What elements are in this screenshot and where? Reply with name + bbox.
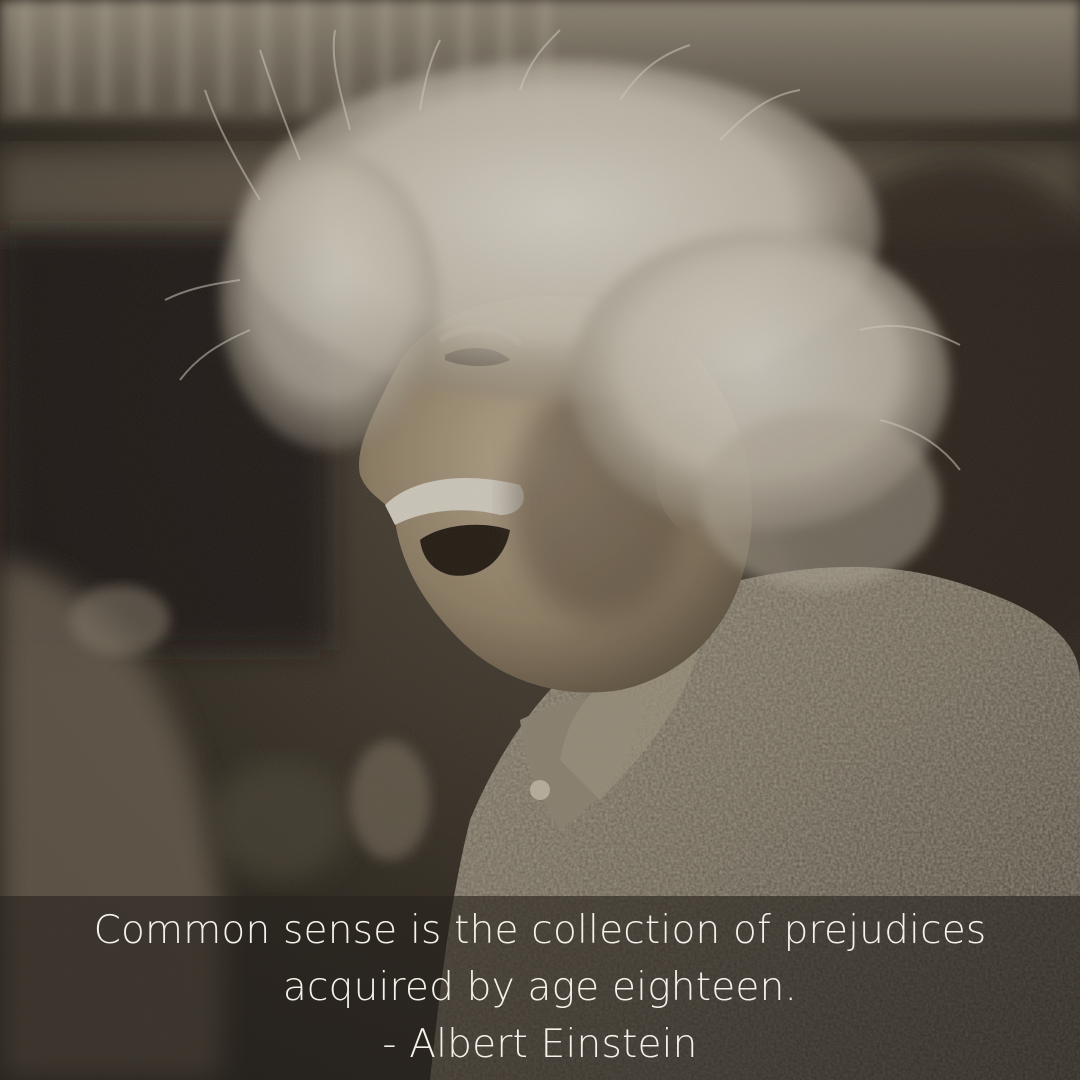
quote-caption [0,902,1080,1073]
quote-line-2: acquired by age eighteen. [282,965,798,1010]
quote-line-1: Common sense is the collection of prejudices [93,908,987,953]
quote-attribution: - Albert Einstein [382,1022,698,1067]
